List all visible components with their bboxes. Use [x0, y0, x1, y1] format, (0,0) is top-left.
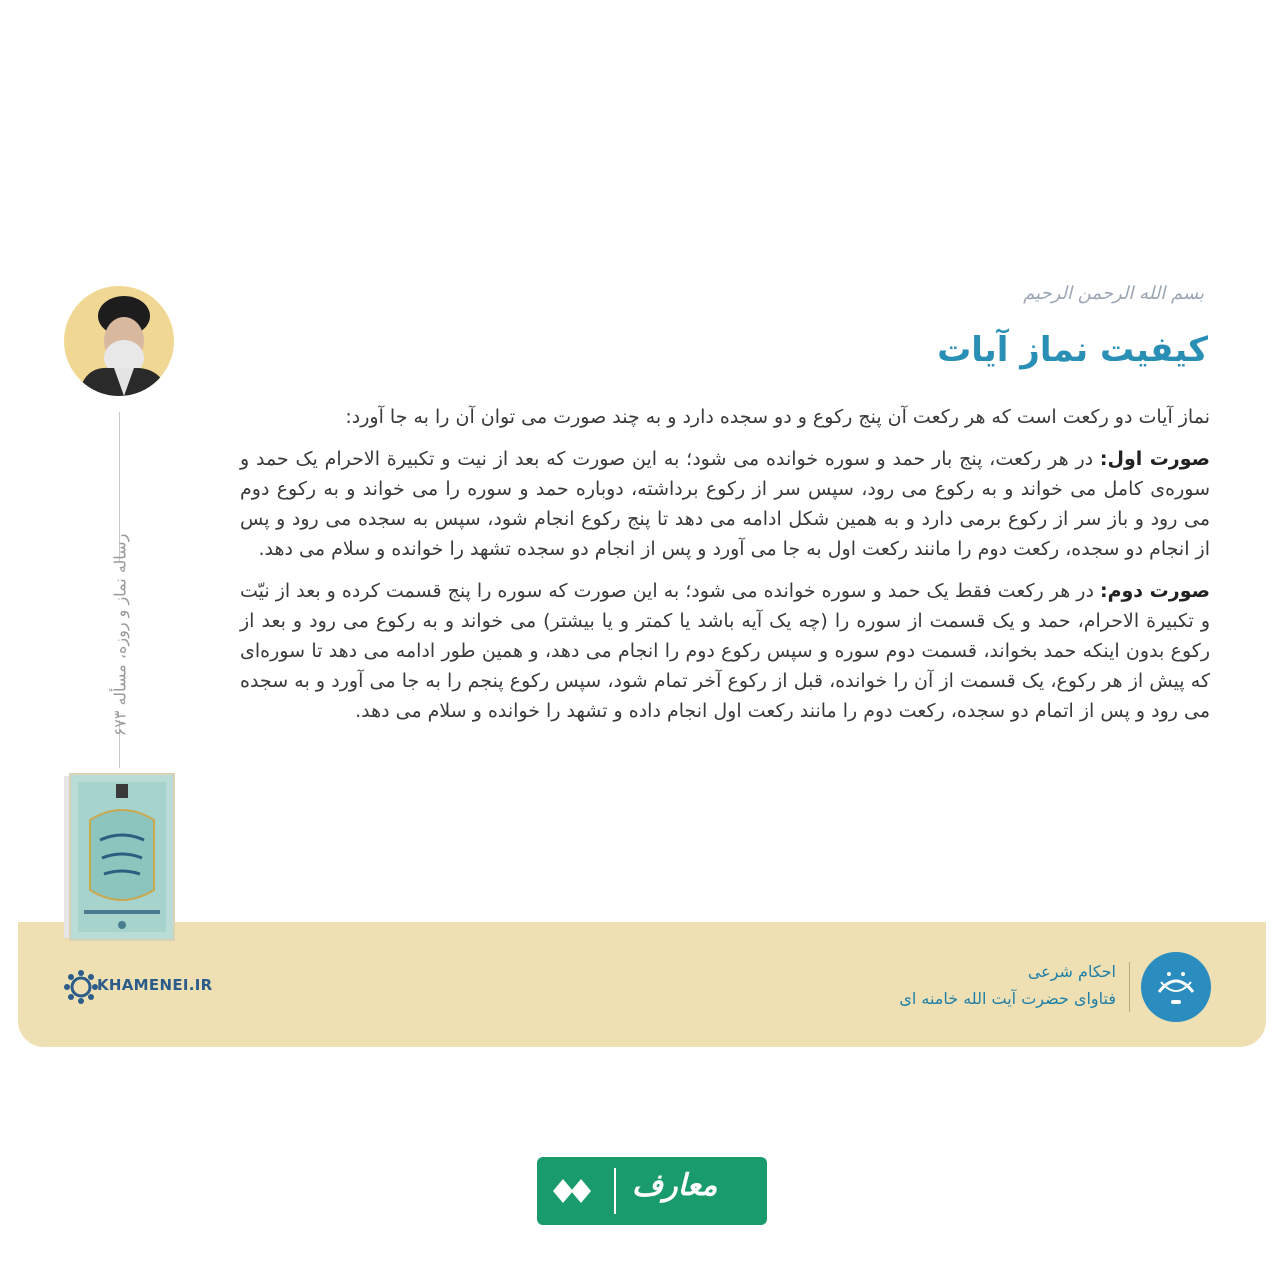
second-method-paragraph [240, 576, 1210, 726]
portrait-avatar [64, 286, 174, 396]
book-cover-image [60, 770, 178, 942]
second-method-text: در هر رکعت فقط یک حمد و سوره خوانده می شود؛ به این صورت که سوره را پنج قسمت کرده و بعد از نیّت و تکبیرة الاحرام، حمد و یک قسمت از سوره را (چه یک آیه باشد یا کمتر و یا بیشتر) می خواند و به رکوع می رود و بعد از رکوع بدون اینکه حمد بخواند، قسمت دوم سوره و سپس رکوع دوم را انجام می دهد، و همین طور ادامه می دهد تا سوره‌ای که پیش از هر رکوع، یک قسمت از آن را خوانده، قبل از رکوع آخر تمام شود، سپس رکوع پنجم را به جا می آورد و به سجده می رود و پس از اتمام دو سجده، رکعت دوم را مانند رکعت اول انجام داده و تشهد را خوانده و سلام می دهد. [240, 580, 1210, 722]
intro-paragraph: نماز آیات دو رکعت است که هر رکعت آن پنج رکوع و دو سجده دارد و به چند صورت می توان آن را به جا آورد: [345, 406, 1210, 428]
footer-divider [1129, 962, 1130, 1012]
maaref-brand-name: معارف [632, 1168, 718, 1203]
first-method-lead: صورت اول: [1099, 448, 1210, 470]
bismillah: بسم الله الرحمن الرحیم [1023, 283, 1204, 304]
source-reference [105, 533, 135, 737]
page-title: کیفیت نماز آیات [937, 330, 1208, 370]
first-method-text: در هر رکعت، پنج بار حمد و سوره خوانده می شود؛ به این صورت که بعد از نیت و تکبیرة الاحرام یک حمد و سوره‌ی کامل می خواند و به رکوع می رود، سپس سر از رکوع برداشته، دوباره حمد و سوره را می خواند و به رکوع دوم می رود و باز سر از رکوع برمی دارد و به همین شکل ادامه می دهد تا پنج رکوع انجام شود، سپس به سجده می رود و پس از انجام دو سجده، رکعت دوم را مانند رکعت اول به جا می آورد و پس از انجام دو سجده تشهد را خوانده و سلام می دهد. [240, 448, 1210, 560]
body-text [240, 402, 1210, 738]
farhang-maaref-logo [1141, 952, 1211, 1022]
fatawa-label: فتاوای حضرت آیت الله خامنه ای [899, 989, 1116, 1008]
maaref-divider [614, 1168, 616, 1214]
first-method-paragraph [240, 444, 1210, 564]
khamenei-site-label: KHAMENEI.IR [97, 976, 213, 994]
second-method-lead: صورت دوم: [1099, 580, 1210, 602]
source-reference-text: رساله نماز و روزه، مسأله ۶۷۳ [110, 533, 130, 737]
category-label: احکام شرعی [1027, 962, 1116, 981]
